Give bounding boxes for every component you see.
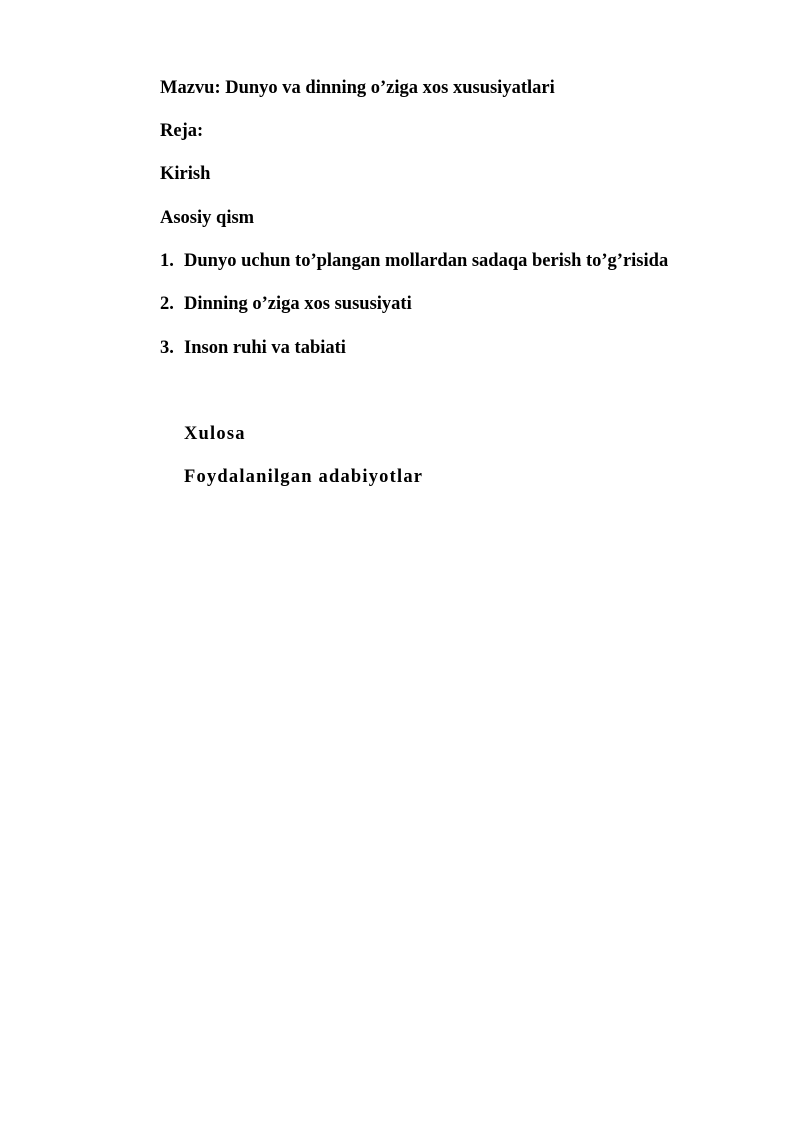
list-item-text: Inson ruhi va tabiati	[184, 338, 346, 358]
list-item-number: 2.	[160, 294, 174, 314]
list-item	[160, 337, 346, 359]
list-item-number: 1.	[160, 251, 174, 271]
list-item-number: 3.	[160, 338, 174, 358]
list-item-text: Dunyo uchun to’plangan mollardan sadaqa berish to’g’risida	[184, 251, 669, 271]
list-item	[160, 293, 412, 315]
intro-heading: Kirish	[160, 164, 211, 184]
document-title: Mazvu: Dunyo va dinning o’ziga xos xususiyatlari	[160, 78, 555, 98]
references-heading: Foydalanilgan adabiyotlar	[184, 467, 424, 487]
plan-label: Reja:	[160, 121, 204, 141]
conclusion-heading: Xulosa	[184, 424, 246, 444]
list-item-text: Dinning o’ziga xos sususiyati	[184, 294, 412, 314]
list-item	[160, 250, 668, 272]
main-part-heading: Asosiy qism	[160, 208, 255, 228]
